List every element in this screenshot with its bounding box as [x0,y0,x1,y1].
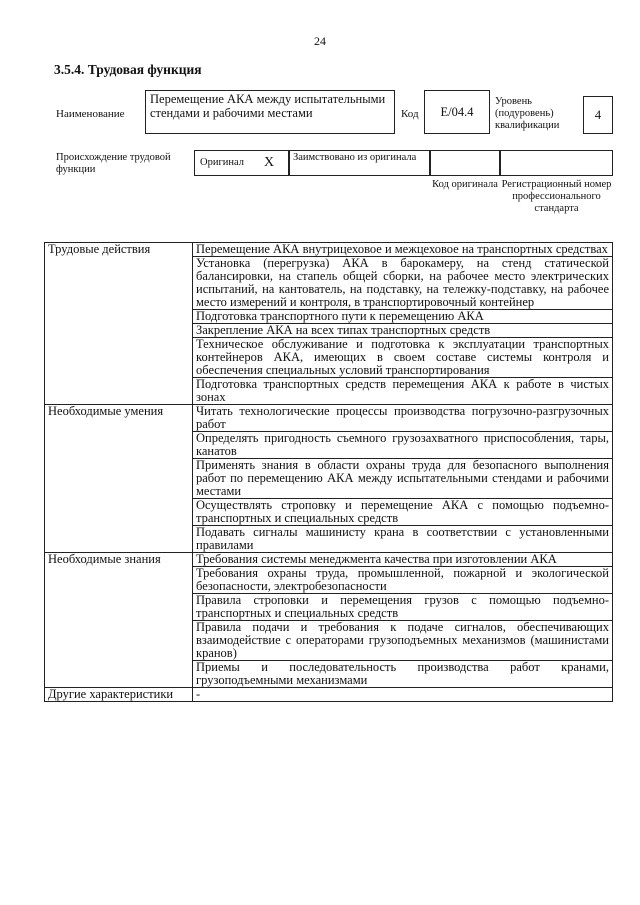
table-row [45,405,613,432]
action-item: Техническое обслуживание и подготовка к эксплуатации транспортных контейнеров АКА, имеющих в своем составе системы контроля и обеспечения специальных условий транспортирования [193,338,613,378]
skill-item: Читать технологические процессы производства погрузочно-разгрузочных работ [193,405,613,432]
knowledge-item: Правила подачи и требования к подаче сигналов, обеспечивающих взаимодействие с операторами грузоподъемных механизмов (машинистами кранов) [193,621,613,661]
actions-label: Трудовые действия [45,243,193,405]
function-table [44,242,613,702]
skill-item: Подавать сигналы машинисту крана в соответствии с установленными правилами [193,526,613,553]
knowledge-item: Требования охраны труда, промышленной, пожарной и экологической безопасности, электробезопасности [193,567,613,594]
origin-label: Происхождение трудовой функции [56,152,171,175]
page-number: 24 [314,34,326,48]
other-label: Другие характеристики [45,688,193,702]
original-mark: X [264,155,275,170]
table-row [45,243,613,257]
skill-item: Осуществлять строповку и перемещение АКА с помощью подъемно-транспортных и специальных средств [193,499,613,526]
table-row [45,688,613,702]
skills-label: Необходимые умения [45,405,193,553]
borrowed-label: Заимствовано из оригинала [289,150,430,176]
table-row [45,553,613,567]
original-label: Оригинал [200,157,244,168]
section-title: 3.5.4. Трудовая функция [54,62,202,77]
knowledge-label: Необходимые знания [45,553,193,688]
action-item: Перемещение АКА внутрицеховое и межцеховое на транспортных средствах [193,243,613,257]
knowledge-item: Приемы и последовательность производства работ кранами, грузоподъемными механизмами [193,661,613,688]
level-value: 4 [583,96,613,134]
original-code-caption: Код оригинала [432,179,498,190]
action-item: Закрепление АКА на всех типах транспортных средств [193,324,613,338]
code-label: Код [401,108,419,120]
original-code-cell [430,150,500,176]
action-item: Установка (перегрузка) АКА в барокамеру, на стенд статической балансировки, на стапель общей сборки, на рабочее место электрических испытаний, на кантователь, на подставку, на тележку-подставку, на рабочее место измерений и контроля, в транспортировочный контейнер [193,257,613,310]
name-value: Перемещение АКА между испытательными стендами и рабочими местами [145,90,395,134]
other-value: - [193,688,613,702]
action-item: Подготовка транспортного пути к перемещению АКА [193,310,613,324]
level-label: Уровень (подуровень) квалификации [495,96,560,131]
skill-item: Определять пригодность съемного грузозахватного приспособления, тары, канатов [193,432,613,459]
name-label: Наименование [56,108,125,120]
knowledge-item: Требования системы менеджмента качества при изготовлении АКА [193,553,613,567]
registration-number-cell [500,150,613,176]
action-item: Подготовка транспортных средств перемещения АКА к работе в чистых зонах [193,378,613,405]
code-value: E/04.4 [424,90,490,134]
registration-number-caption: Регистрационный номер профессионального стандарта [501,179,612,214]
knowledge-item: Правила строповки и перемещения грузов с помощью подъемно-транспортных и специальных средств [193,594,613,621]
skill-item: Применять знания в области охраны труда для безопасного выполнения работ по перемещению АКА между испытательными стендами и рабочими местами [193,459,613,499]
